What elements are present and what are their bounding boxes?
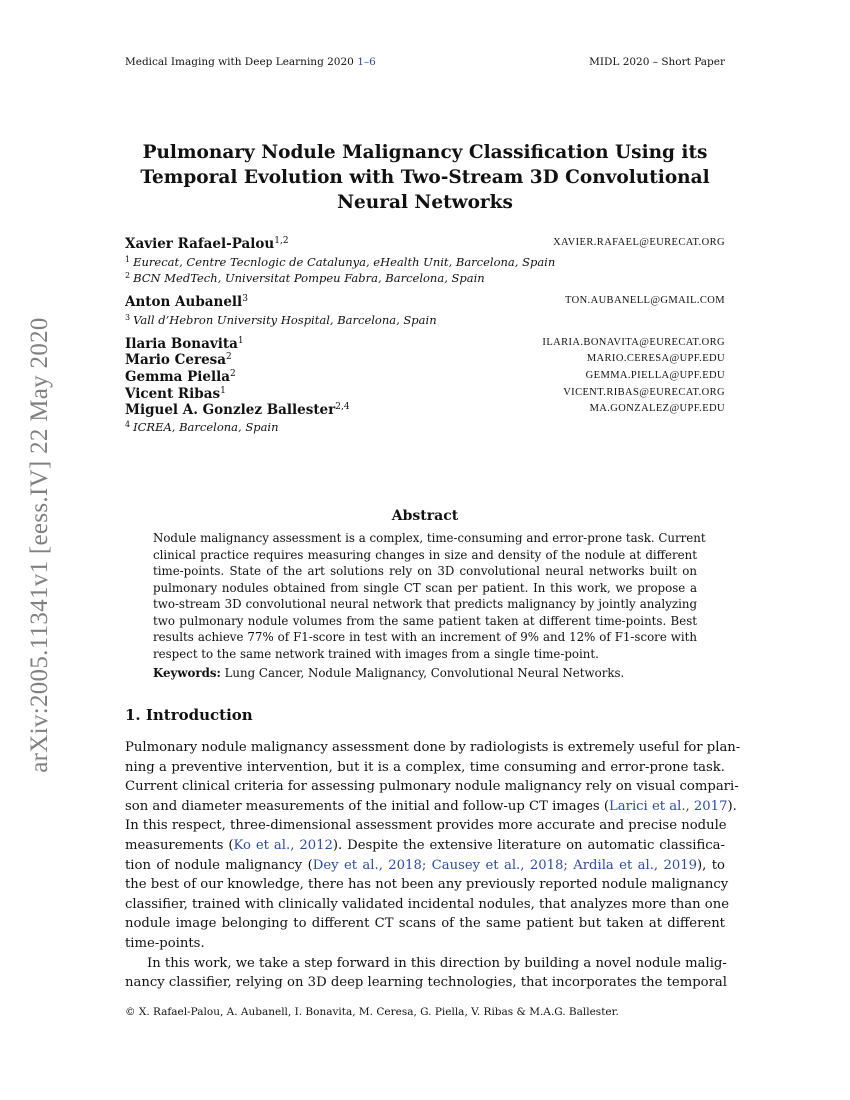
affiliation: $^2$ BCN MedTech, Universitat Pompeu Fabra, Barcelona, Spain	[125, 271, 485, 285]
text-line: In this work, we take a step forward in this direction by building a novel nodule malig-	[147, 955, 727, 971]
abstract-line: two pulmonary nodule volumes from the same patient taken at different time-points. Best	[153, 613, 697, 628]
keywords-list: Lung Cancer, Nodule Malignancy, Convolutional Neural Networks.	[224, 666, 625, 680]
author-row	[125, 386, 725, 403]
running-header-right: MIDL 2020 – Short Paper	[589, 56, 725, 68]
copyright-footer: © X. Rafael-Palou, A. Aubanell, I. Bonavita, M. Ceresa, G. Piella, V. Ribas & M.A.G. Ballester.	[125, 1006, 619, 1018]
arxiv-stamp-text: arXiv:2005.11341v1 [eess.IV] 22 May 2020	[26, 317, 53, 773]
author-email[interactable]: VICENT.RIBAS@EURECAT.ORG	[563, 387, 725, 398]
abstract-line: Nodule malignancy assessment is a complex, time-consuming and error-prone task. Current	[153, 531, 706, 545]
author-email[interactable]: XAVIER.RAFAEL@EURECAT.ORG	[553, 237, 725, 248]
author-row	[125, 369, 725, 386]
text-line: time-points.	[125, 935, 205, 951]
author-email[interactable]: MA.GONZALEZ@UPF.EDU	[589, 403, 725, 414]
paper-title	[125, 140, 725, 215]
venue-name: Medical Imaging with Deep Learning 2020	[125, 56, 354, 68]
text-line: Pulmonary nodule malignancy assessment done by radiologists is extremely useful for plan-	[125, 740, 741, 755]
abstract-line: respect to the same network trained with images from a single time-point.	[153, 646, 599, 661]
author-email[interactable]: MARIO.CERESA@UPF.EDU	[586, 353, 725, 364]
abstract-line: results achieve 77% of F1-score in test with an increment of 9% and 12% of F1-score with	[153, 630, 697, 644]
abstract-line: pulmonary nodules obtained from single CT scan per patient. In this work, we propose a	[153, 580, 697, 595]
author-email[interactable]: TON.AUBANELL@GMAIL.COM	[564, 295, 725, 306]
text-line: measurements (Ko et al., 2012). Despite the extensive literature on automatic classifica-	[125, 837, 725, 853]
running-header-left	[125, 56, 376, 68]
affiliation: $^4$ ICREA, Barcelona, Spain	[125, 420, 279, 434]
citation-link[interactable]: Larici et al., 2017	[609, 798, 728, 814]
author-email[interactable]: GEMMA.PIELLA@UPF.EDU	[585, 370, 725, 381]
author-row	[125, 336, 725, 353]
author-name: Vicent Ribas$^1$	[125, 386, 226, 402]
author-name: Anton Aubanell$^3$	[125, 294, 248, 310]
text-line: the best of our knowledge, there has not been any previously reported nodule malignancy	[125, 877, 729, 893]
author-row	[125, 236, 725, 253]
section-heading: 1. Introduction	[125, 706, 253, 724]
text-line: nancy classifier, relying on 3D deep learning technologies, that incorporates the temporal	[125, 975, 727, 991]
author-name: Gemma Piella$^2$	[125, 369, 236, 385]
title-line: Temporal Evolution with Two-Stream 3D Convolutional	[140, 167, 710, 188]
affiliation: $^3$ Vall d’Hebron University Hospital, Barcelona, Spain	[125, 313, 437, 327]
author-name: Mario Ceresa$^2$	[125, 352, 232, 368]
introduction-body	[125, 738, 741, 993]
abstract-line: two-stream 3D convolutional neural network that predicts malignancy by jointly analyzing	[153, 597, 697, 611]
author-email[interactable]: ILARIA.BONAVITA@EURECAT.ORG	[542, 337, 725, 348]
abstract-body	[153, 530, 706, 662]
abstract-line: time-points. State of the art solutions rely on 3D convolutional neural networks built on	[153, 564, 697, 578]
title-line: Neural Networks	[337, 192, 513, 213]
author-row	[125, 402, 725, 419]
text-line: tion of nodule malignancy (Dey et al., 2018; Causey et al., 2018; Ardila et al., 2019), to	[125, 857, 725, 873]
affiliation: $^1$ Eurecat, Centre Tecnlogic de Catalunya, eHealth Unit, Barcelona, Spain	[125, 255, 556, 269]
citation-link[interactable]: Ko et al., 2012	[233, 837, 333, 853]
author-name: Xavier Rafael-Palou$^{1,2}$	[125, 236, 289, 252]
text-line: classifier, trained with clinically validated incidental nodules, that analyzes more than one	[125, 896, 730, 912]
abstract-heading: Abstract	[391, 508, 459, 524]
keywords	[153, 666, 624, 680]
text-line: Current clinical criteria for assessing pulmonary nodule malignancy rely on visual compari-	[125, 779, 739, 795]
text-line: In this respect, three-dimensional assessment provides more accurate and precise nodule	[125, 818, 727, 834]
keywords-label: Keywords:	[153, 666, 221, 680]
title-line: Pulmonary Nodule Malignancy Classification Using its	[142, 142, 708, 163]
author-name: Ilaria Bonavita$^1$	[125, 336, 244, 352]
text-line: nodule image belonging to different CT scans of the same patient but taken at different	[125, 916, 725, 932]
text-line: son and diameter measurements of the initial and follow-up CT images (Larici et al., 2017).	[125, 798, 737, 814]
author-row	[125, 294, 725, 311]
text-line: ning a preventive intervention, but it is a complex, time consuming and error-prone task.	[125, 759, 725, 775]
page-range-link[interactable]: 1–6	[357, 56, 376, 68]
abstract-line: clinical practice requires measuring changes in size and density of the nodule at different	[153, 547, 697, 562]
citation-link[interactable]: Dey et al., 2018; Causey et al., 2018; Ardila et al., 2019	[312, 857, 698, 873]
author-name: Miguel A. Gonzlez Ballester$^{2,4}$	[125, 402, 350, 418]
author-row	[125, 352, 725, 369]
